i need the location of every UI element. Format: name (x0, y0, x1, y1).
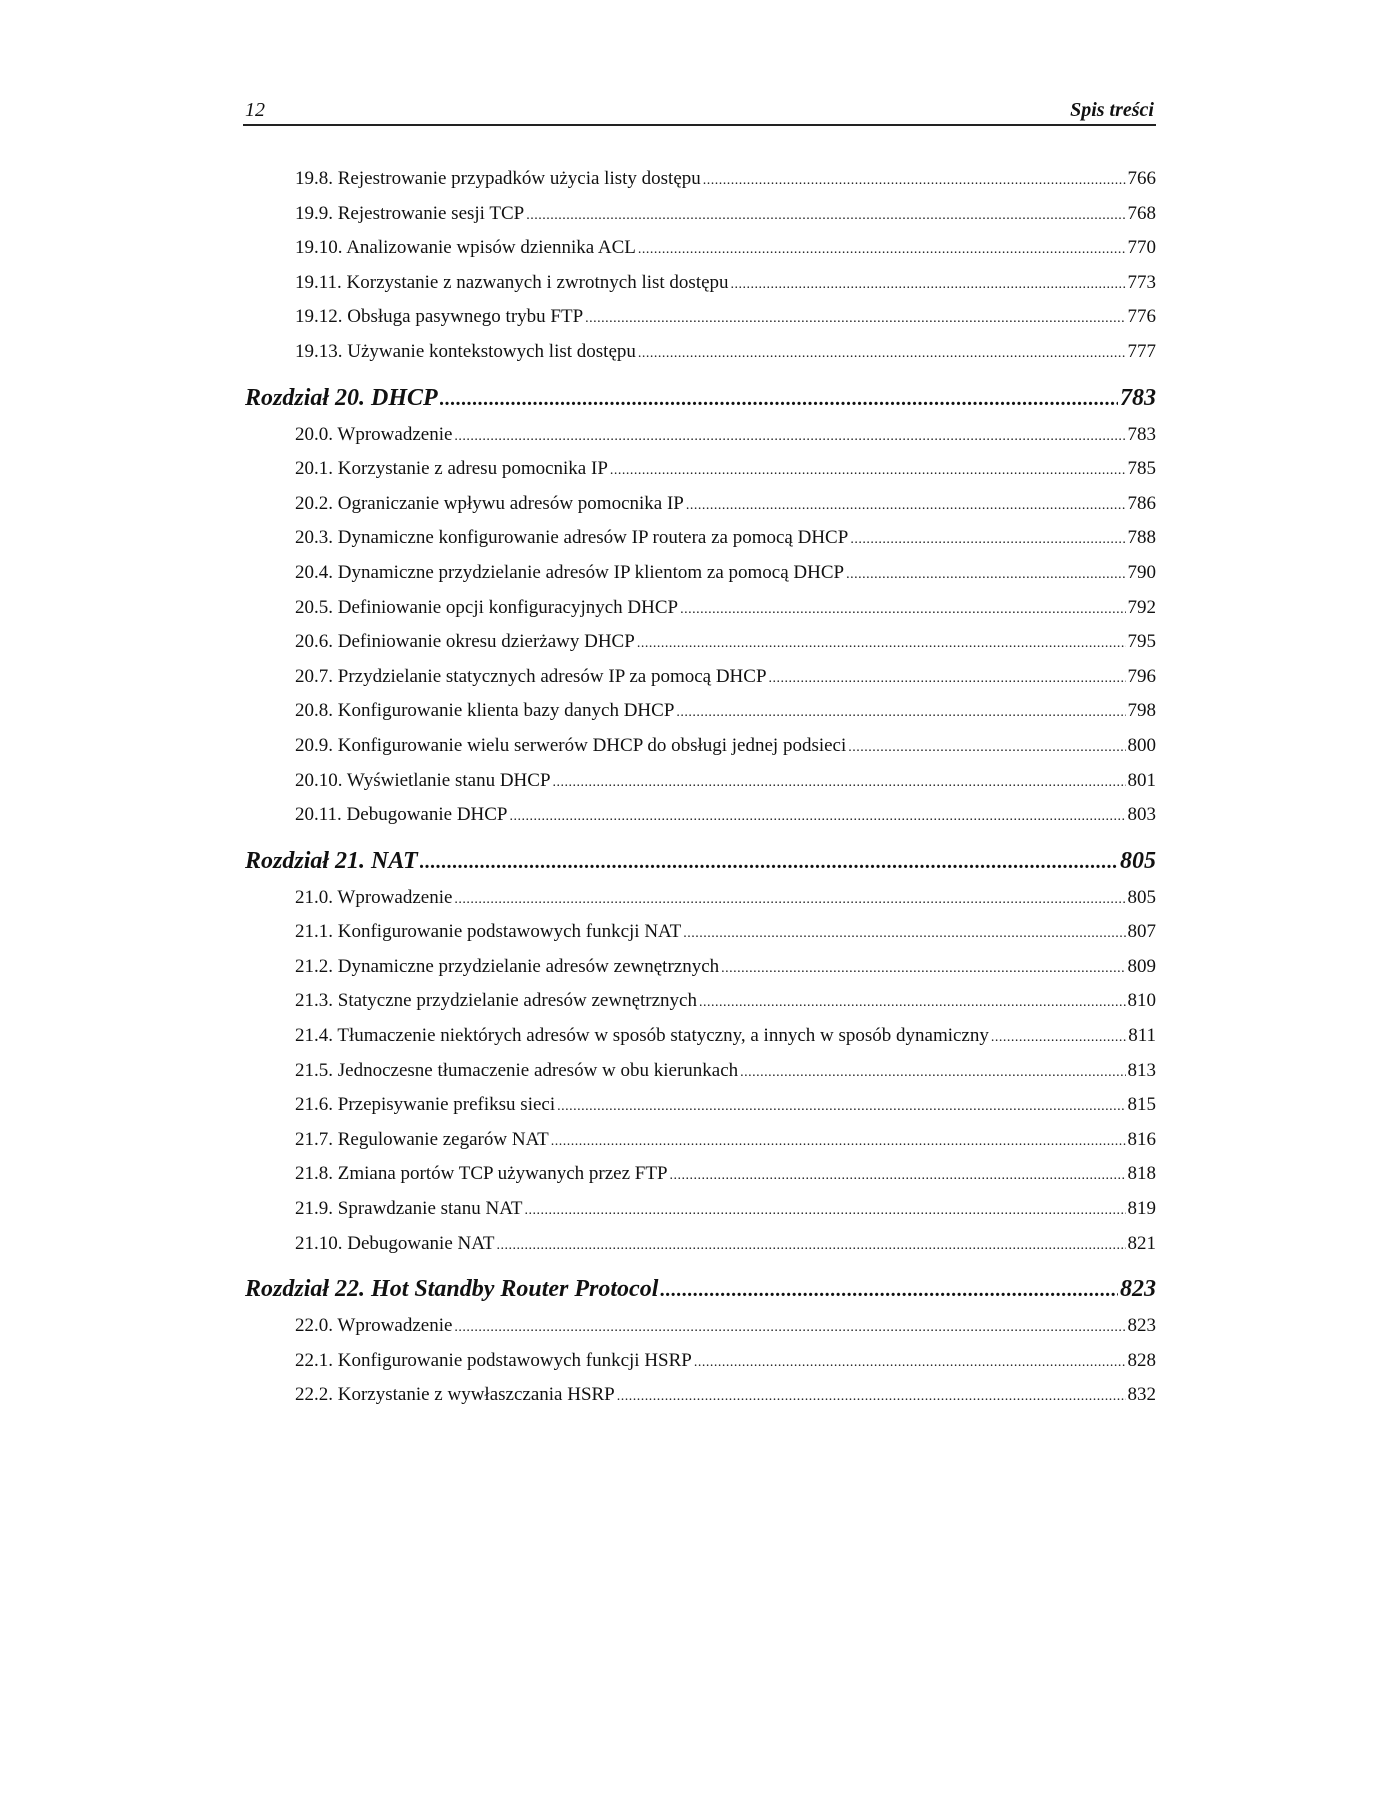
entry-page-number: 818 (1127, 1163, 1156, 1185)
entry-title: 20.4. Dynamiczne przydzielanie adresów IP klientom za pomocą DHCP (295, 561, 845, 583)
toc-entry[interactable] (243, 984, 1156, 1019)
chapter-page-number: 805 (1120, 847, 1156, 874)
entry-page-number: 777 (1127, 340, 1156, 362)
chapter-title: Rozdział 20. DHCP (245, 384, 438, 411)
chapter-page-number: 783 (1120, 384, 1156, 411)
entry-title: 21.5. Jednoczesne tłumaczenie adresów w obu kierunkach (295, 1059, 739, 1081)
toc-entry[interactable] (243, 729, 1156, 764)
toc-entry[interactable] (243, 1123, 1156, 1158)
toc-entry[interactable] (243, 660, 1156, 695)
toc-entry[interactable] (243, 231, 1156, 266)
entry-title: 19.9. Rejestrowanie sesji TCP (295, 202, 525, 224)
entry-page-number: 801 (1127, 769, 1156, 791)
page-header (243, 98, 1156, 126)
toc-entry[interactable] (243, 197, 1156, 232)
entry-page-number: 773 (1127, 271, 1156, 293)
dot-leader (991, 1019, 1126, 1054)
entry-title: 20.10. Wyświetlanie stanu DHCP (295, 769, 551, 791)
entry-title: 19.11. Korzystanie z nazwanych i zwrotnych list dostępu (295, 271, 729, 293)
running-title: Spis treści (1070, 99, 1154, 121)
entry-page-number: 768 (1127, 202, 1156, 224)
entry-title: 21.0. Wprowadzenie (295, 886, 453, 908)
entry-page-number: 815 (1127, 1094, 1156, 1116)
toc-entry[interactable] (243, 1019, 1156, 1054)
entry-title: 21.1. Konfigurowanie podstawowych funkcji NAT (295, 921, 682, 943)
toc-entry[interactable] (243, 625, 1156, 660)
dot-leader (680, 591, 1125, 626)
toc-entry[interactable] (243, 452, 1156, 487)
toc-entry[interactable] (243, 1378, 1156, 1413)
entry-page-number: 785 (1127, 458, 1156, 480)
entry-page-number: 811 (1128, 1025, 1156, 1047)
entry-page-number: 816 (1127, 1128, 1156, 1150)
toc-entry[interactable] (243, 556, 1156, 591)
toc-entry[interactable] (243, 266, 1156, 301)
entry-title: 20.11. Debugowanie DHCP (295, 804, 508, 826)
entry-title: 19.10. Analizowanie wpisów dziennika ACL (295, 237, 636, 259)
toc-chapter-heading[interactable] (243, 843, 1156, 879)
dot-leader (420, 843, 1118, 879)
dot-leader (610, 452, 1126, 487)
dot-leader (557, 1088, 1125, 1123)
entry-page-number: 783 (1127, 423, 1156, 445)
toc-entry[interactable] (243, 764, 1156, 799)
dot-leader (553, 764, 1126, 799)
toc-entry[interactable] (243, 1192, 1156, 1227)
page-number: 12 (245, 99, 265, 121)
entry-title: 20.3. Dynamiczne konfigurowanie adresów IP routera za pomocą DHCP (295, 527, 849, 549)
entry-title: 21.4. Tłumaczenie niektórych adresów w sposób statyczny, a innych w sposób dynamiczny (295, 1025, 989, 1047)
toc-chapter-heading[interactable] (243, 380, 1156, 416)
toc-entry[interactable] (243, 1309, 1156, 1344)
entry-page-number: 821 (1127, 1232, 1156, 1254)
dot-leader (848, 729, 1125, 764)
dot-leader (510, 798, 1126, 833)
entry-page-number: 805 (1127, 886, 1156, 908)
dot-leader (526, 197, 1125, 232)
entry-page-number: 770 (1127, 237, 1156, 259)
entry-page-number: 790 (1127, 561, 1156, 583)
entry-page-number: 809 (1127, 955, 1156, 977)
entry-title: 20.7. Przydzielanie statycznych adresów IP za pomocą DHCP (295, 665, 767, 687)
entry-title: 19.8. Rejestrowanie przypadków użycia listy dostępu (295, 168, 701, 189)
entry-page-number: 766 (1127, 168, 1156, 189)
toc-entry[interactable] (243, 418, 1156, 453)
toc-entry[interactable] (243, 694, 1156, 729)
dot-leader (496, 1227, 1125, 1262)
dot-leader (699, 984, 1126, 1019)
toc-entry[interactable] (243, 162, 1156, 197)
chapter-page-number: 823 (1120, 1276, 1156, 1303)
entry-title: 21.6. Przepisywanie prefiksu sieci (295, 1094, 556, 1116)
toc-entry[interactable] (243, 521, 1156, 556)
entry-page-number: 810 (1127, 990, 1156, 1012)
dot-leader (440, 380, 1118, 416)
dot-leader (670, 1157, 1126, 1192)
entry-page-number: 813 (1127, 1059, 1156, 1081)
entry-title: 20.1. Korzystanie z adresu pomocnika IP (295, 458, 608, 480)
dot-leader (638, 231, 1126, 266)
entry-page-number: 786 (1127, 492, 1156, 514)
dot-leader (638, 335, 1126, 370)
dot-leader (740, 1054, 1125, 1089)
dot-leader (524, 1192, 1125, 1227)
toc-entry[interactable] (243, 591, 1156, 626)
toc-entry[interactable] (243, 1227, 1156, 1262)
toc-entry[interactable] (243, 881, 1156, 916)
entry-page-number: 823 (1127, 1315, 1156, 1337)
entry-page-number: 832 (1127, 1384, 1156, 1406)
dot-leader (454, 881, 1125, 916)
entry-title: 21.9. Sprawdzanie stanu NAT (295, 1198, 523, 1220)
dot-leader (683, 915, 1125, 950)
entry-page-number: 795 (1127, 631, 1156, 653)
dot-leader (660, 1271, 1118, 1307)
dot-leader (454, 1309, 1125, 1344)
dot-leader (703, 162, 1126, 197)
entry-title: 22.1. Konfigurowanie podstawowych funkcji HSRP (295, 1349, 692, 1371)
entry-title: 22.2. Korzystanie z wywłaszczania HSRP (295, 1384, 615, 1406)
chapter-title: Rozdział 21. NAT (245, 847, 418, 874)
dot-leader (686, 487, 1126, 522)
entry-title: 20.5. Definiowanie opcji konfiguracyjnych DHCP (295, 596, 679, 618)
entry-page-number: 807 (1127, 921, 1156, 943)
dot-leader (694, 1344, 1126, 1379)
toc-entry[interactable] (243, 1344, 1156, 1379)
toc-entry[interactable] (243, 1088, 1156, 1123)
dot-leader (769, 660, 1126, 695)
entry-page-number: 828 (1127, 1349, 1156, 1371)
entry-title: 21.3. Statyczne przydzielanie adresów zewnętrznych (295, 990, 697, 1012)
entry-title: 21.8. Zmiana portów TCP używanych przez FTP (295, 1163, 668, 1185)
entry-page-number: 798 (1127, 700, 1156, 722)
entry-title: 19.13. Używanie kontekstowych list dostępu (295, 340, 636, 362)
toc-entry[interactable] (243, 300, 1156, 335)
dot-leader (850, 521, 1125, 556)
dot-leader (551, 1123, 1126, 1158)
dot-leader (454, 418, 1125, 453)
entry-title: 20.0. Wprowadzenie (295, 423, 453, 445)
toc-entry[interactable] (243, 950, 1156, 985)
toc-entry[interactable] (243, 487, 1156, 522)
entry-page-number: 803 (1127, 804, 1156, 826)
toc-entry[interactable] (243, 1054, 1156, 1089)
chapter-title: Rozdział 22. Hot Standby Router Protocol (245, 1276, 659, 1303)
dot-leader (721, 950, 1125, 985)
entry-title: 22.0. Wprowadzenie (295, 1315, 453, 1337)
toc-entry[interactable] (243, 915, 1156, 950)
entry-title: 20.6. Definiowanie okresu dzierżawy DHCP (295, 631, 635, 653)
entry-page-number: 776 (1127, 306, 1156, 328)
entry-title: 19.12. Obsługa pasywnego trybu FTP (295, 306, 584, 328)
toc-entry[interactable] (243, 798, 1156, 833)
entry-title: 20.9. Konfigurowanie wielu serwerów DHCP do obsługi jednej podsieci (295, 734, 847, 756)
entry-page-number: 792 (1127, 596, 1156, 618)
entry-page-number: 819 (1127, 1198, 1156, 1220)
entry-page-number: 796 (1127, 665, 1156, 687)
entry-title: 21.7. Regulowanie zegarów NAT (295, 1128, 549, 1150)
dot-leader (585, 300, 1125, 335)
entry-title: 21.2. Dynamiczne przydzielanie adresów zewnętrznych (295, 955, 720, 977)
entry-page-number: 788 (1127, 527, 1156, 549)
dot-leader (637, 625, 1126, 660)
dot-leader (676, 694, 1125, 729)
table-of-contents (243, 162, 1156, 1413)
entry-page-number: 800 (1127, 734, 1156, 756)
toc-entry[interactable] (243, 335, 1156, 370)
toc-chapter-heading[interactable] (243, 1271, 1156, 1307)
dot-leader (731, 266, 1126, 301)
entry-title: 21.10. Debugowanie NAT (295, 1232, 495, 1254)
entry-title: 20.8. Konfigurowanie klienta bazy danych DHCP (295, 700, 675, 722)
dot-leader (846, 556, 1125, 591)
toc-entry[interactable] (243, 1157, 1156, 1192)
dot-leader (617, 1378, 1126, 1413)
entry-title: 20.2. Ograniczanie wpływu adresów pomocnika IP (295, 492, 684, 514)
